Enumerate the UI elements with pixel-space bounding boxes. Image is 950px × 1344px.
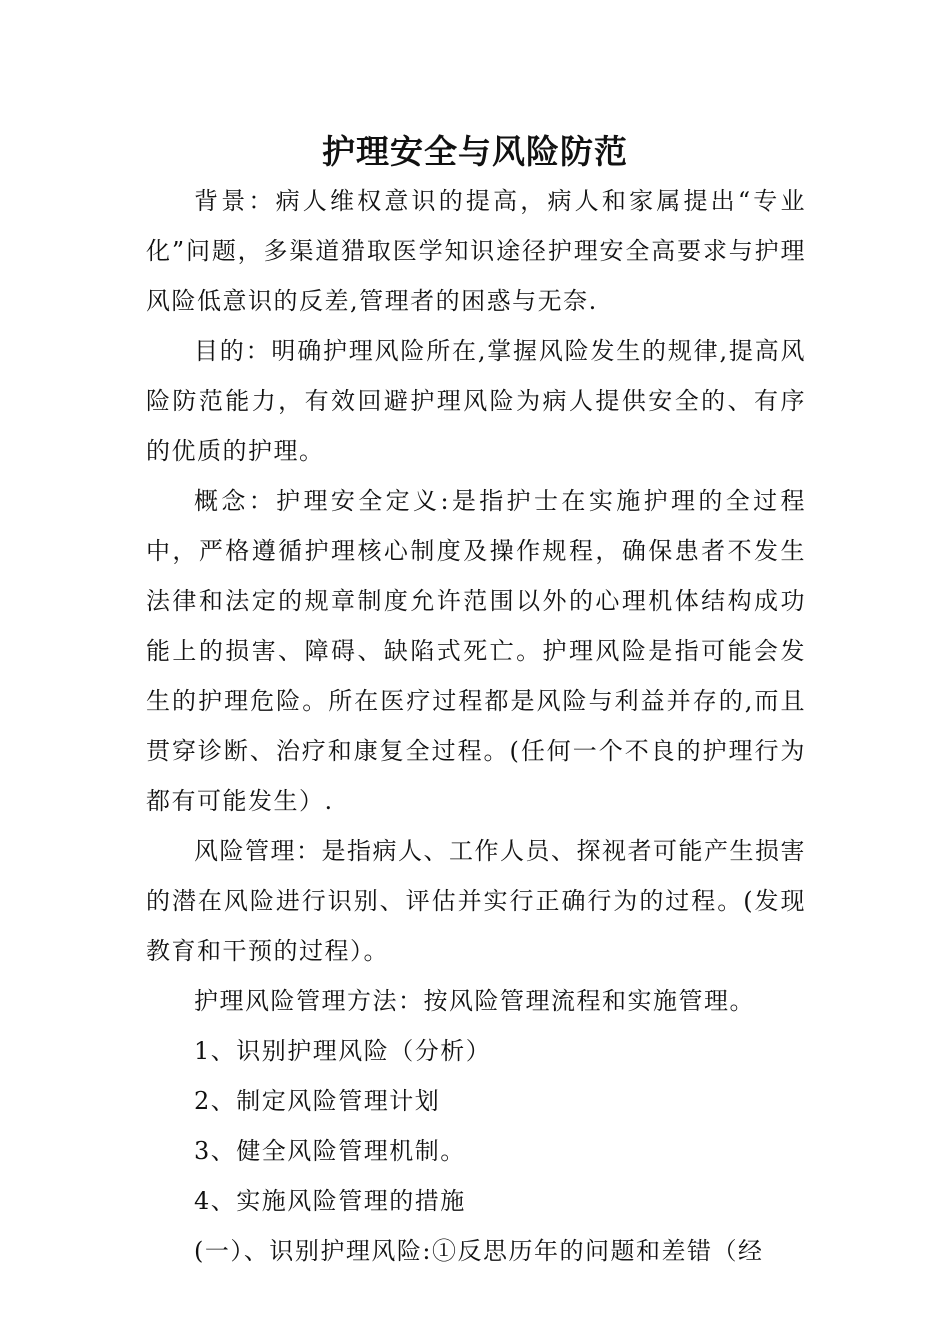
paragraph-background: 背景：病人维权意识的提高，病人和家属提出“专业化”问题，多渠道猎取医学知识途径护理安全高要求与护理风险低意识的反差,管理者的困惑与无奈. — [146, 187, 806, 315]
document-body — [146, 176, 806, 1276]
paragraph-risk-management: 风险管理：是指病人、工作人员、探视者可能产生损害的潜在风险进行识别、评估并实行正确行为的过程。(发现教育和干预的过程）。 — [146, 837, 806, 965]
paragraph-concept: 概念：护理安全定义:是指护士在实施护理的全过程中，严格遵循护理核心制度及操作规程，确保患者不发生法律和法定的规章制度允许范围以外的心理机体结构成功能上的损害、障碍、缺陷式死亡。护理风险是指可能会发生的护理危险。所在医疗过程都是风险与利益并存的,而且贯穿诊断、治疗和康复全过程。(任何一个不良的护理行为都有可能发生）. — [146, 487, 806, 815]
paragraph-risk-method: 护理风险管理方法：按风险管理流程和实施管理。 — [194, 987, 755, 1015]
section-heading-identify-risk: (一）、识别护理风险:①反思历年的问题和差错（经 — [194, 1237, 764, 1265]
list-item: 1、识别护理风险（分析） — [194, 1037, 492, 1065]
document-title: 护理安全与风险防范 — [322, 132, 628, 171]
list-item: 3、健全风险管理机制。 — [194, 1137, 466, 1165]
list-item: 2、制定风险管理计划 — [194, 1087, 441, 1115]
list-item: 4、实施风险管理的措施 — [194, 1187, 466, 1215]
paragraph-purpose: 目的：明确护理风险所在,掌握风险发生的规律,提高风险防范能力，有效回避护理风险为病人提供安全的、有序的优质的护理。 — [146, 337, 806, 465]
